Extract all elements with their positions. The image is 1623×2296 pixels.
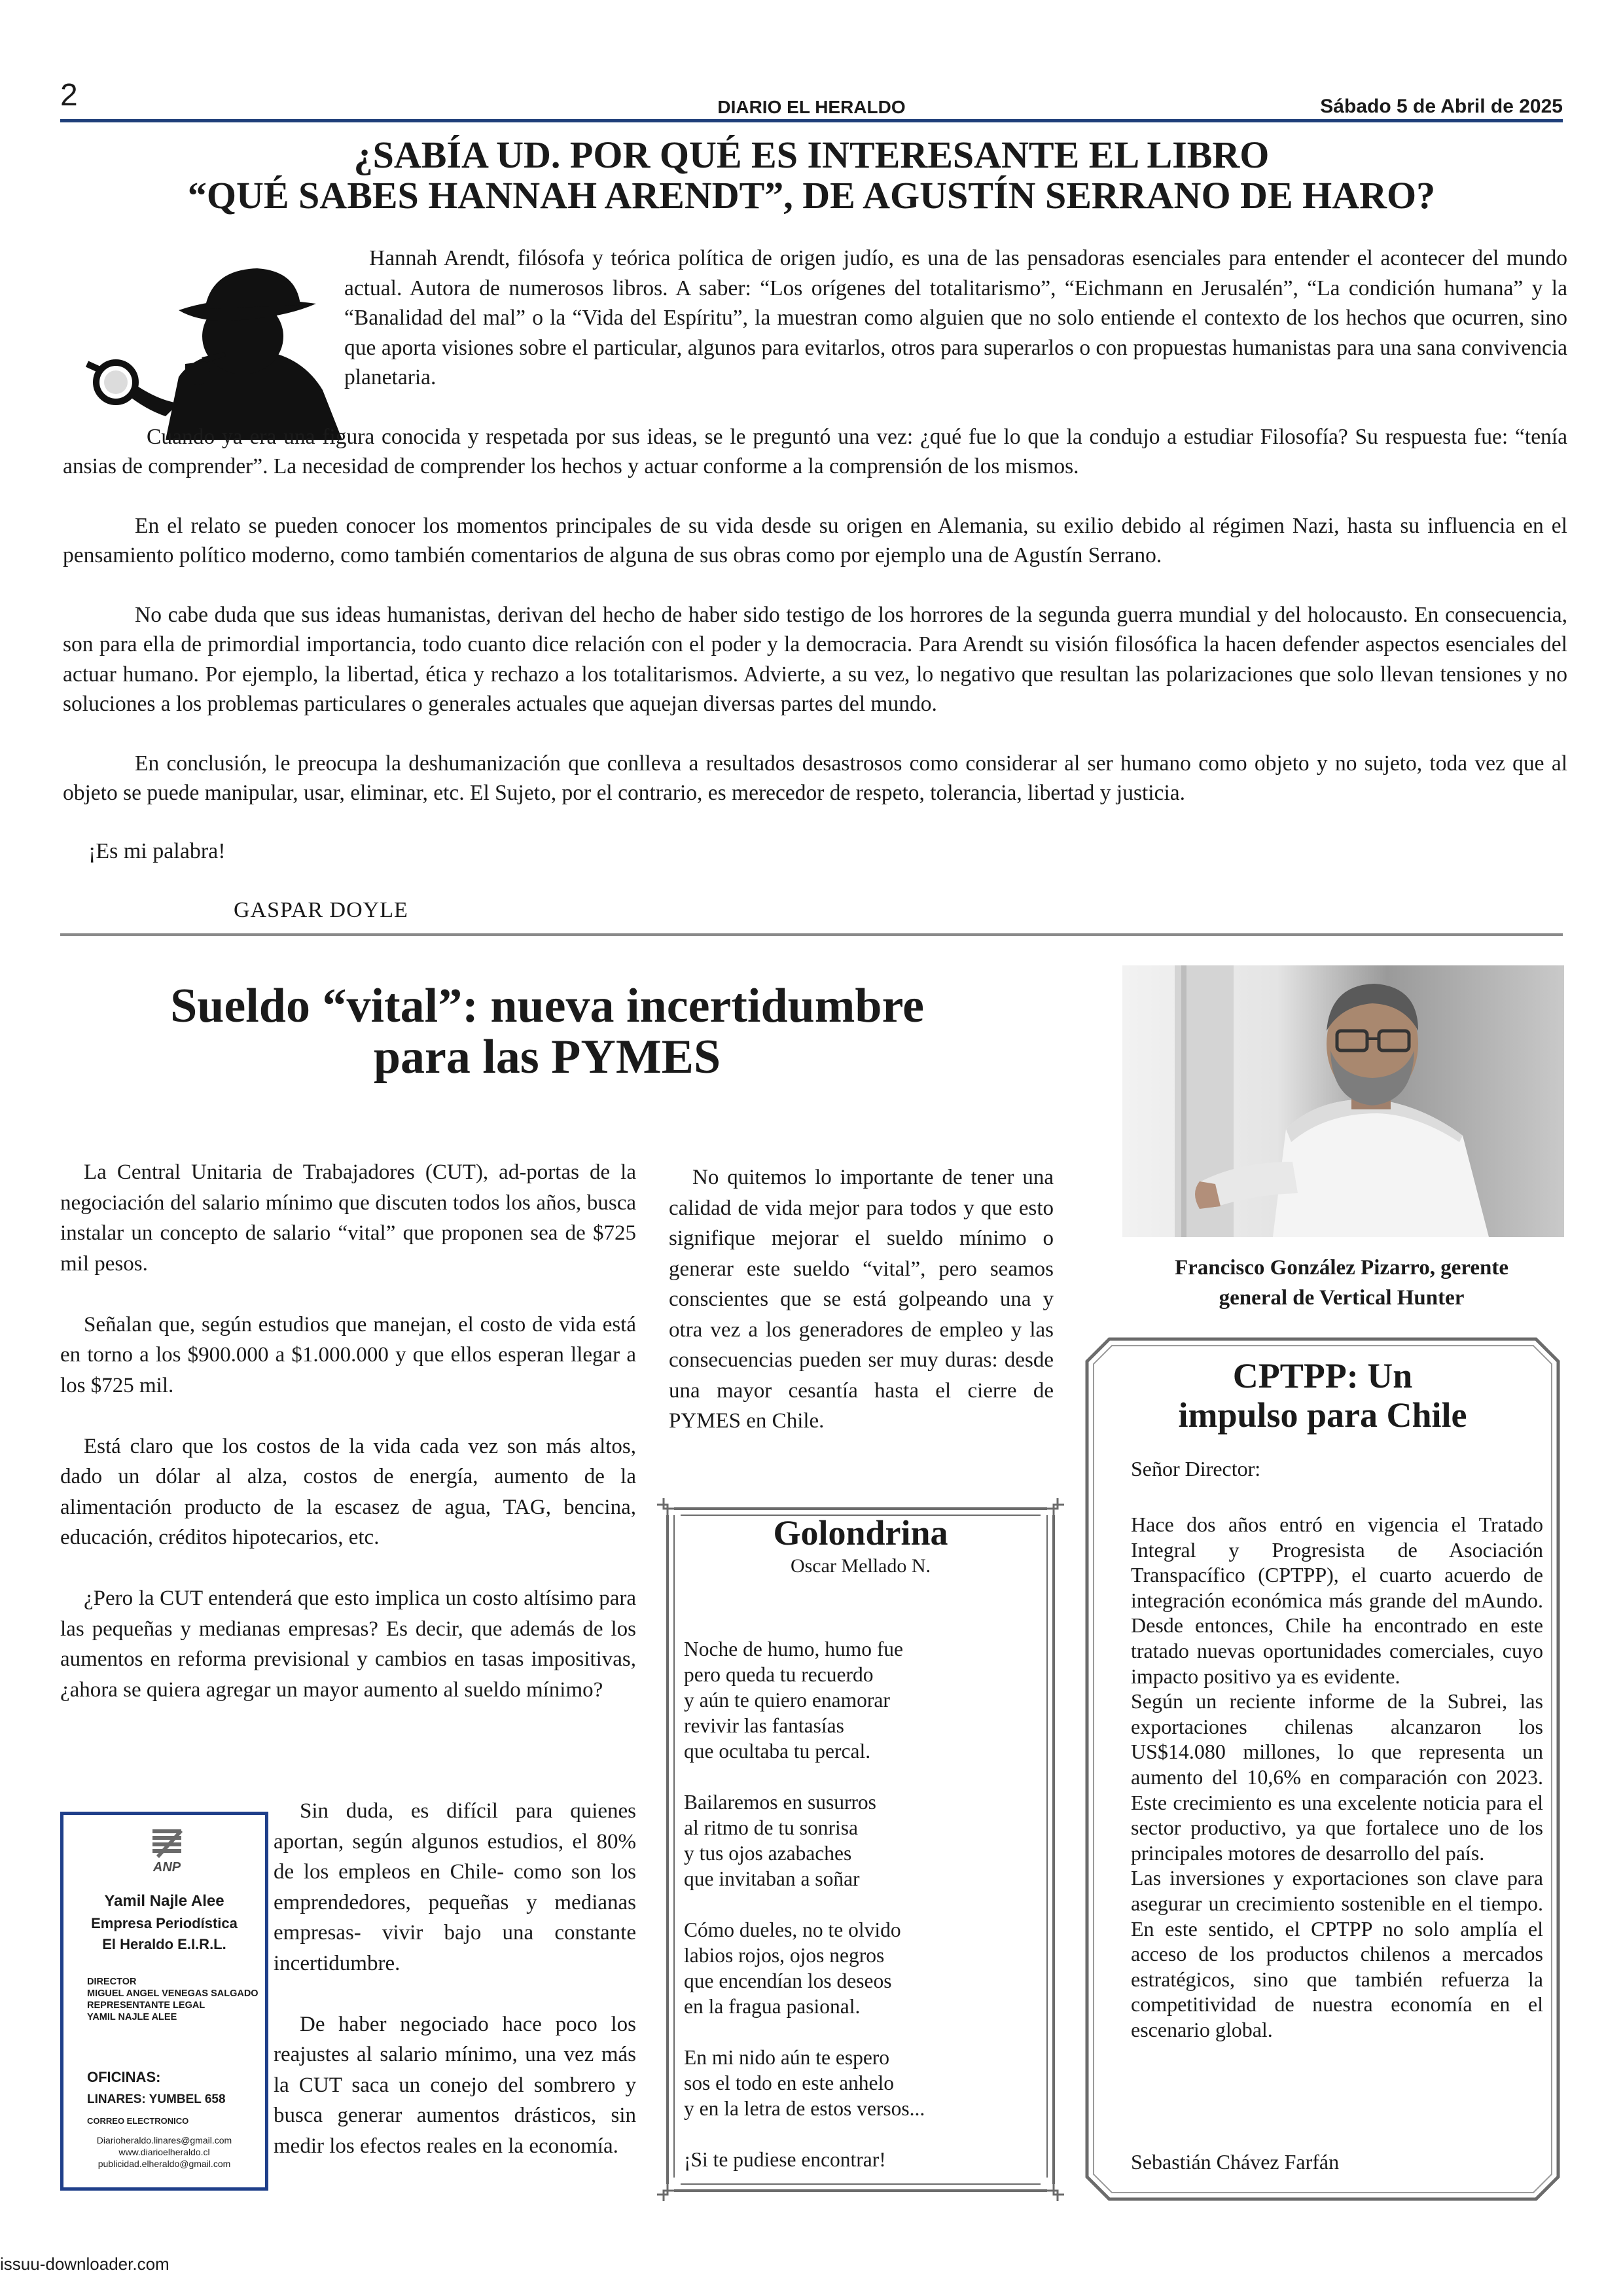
legal-rep-name: YAMIL NAJLE ALEE: [87, 2012, 177, 2022]
article2-title: [128, 980, 966, 1083]
article2-paragraph: Está claro que los costos de la vida cada vez son más altos, dado un dólar al alza, costos de energía, aumento de la alimentación producto de la escasez de agua, TAG, bencina, educación, créditos hipotecarios, etc.: [60, 1434, 636, 1549]
offices-address: LINARES: YUMBEL 658: [87, 2092, 226, 2106]
article2-title-line1: Sueldo “vital”: nueva incertidumbre: [170, 979, 924, 1033]
offices-label: OFICINAS:: [87, 2069, 161, 2085]
poem-line: Noche de humo, humo fue: [684, 1638, 904, 1660]
issue-date: Sábado 5 de Abril de 2025: [1320, 96, 1563, 117]
article1-paragraph-5: En conclusión, le preocupa la deshumanización que conlleva a resultados desastrosos como considerar al ser humano como objeto y no sujeto, toda vez que al objeto se puede manipular, usar, eliminar, etc. El Sujeto, por el contrario, es merecedor de respeto, tolerancia, libertad y justicia.: [63, 751, 1567, 805]
article1-paragraph-4: No cabe duda que sus ideas humanistas, derivan del hecho de haber sido testigo de los horrores de la segunda guerra mundial y del holocausto. En consecuencia, son para ella de primordial importancia, todo cuanto dice relación con el poder y la democracia. Para Arendt su visión filosófica la hacen defender aspectos esenciales del actuar humano. Por ejemplo, la libertad, ética y rechazo a los totalitarismos. Advierte, a su vez, lo negativo que resultan las polarizaciones que solo llevan tensiones y no soluciones a los problemas particulares o generales actuales que aquejan diversas partes del mundo.: [63, 602, 1567, 716]
email-link[interactable]: Diarioheraldo.linares@gmail.com: [96, 2135, 232, 2145]
owner-name: Yamil Najle Alee: [104, 1892, 224, 1910]
article1-paragraph-1: Hannah Arendt, filósofa y teórica política de origen judío, es una de las pensadoras esenciales para entender el acontecer del mundo actual. Autora de numerosos libros. A saber: “Los orígenes del totalitarismo”, “Eichmann en Jerusalén”, “La condición humana” y la “Banalidad del mal” o la “Vida del Espíritu”, la muestran como alguien que no solo entiende el contexto de los hechos que ocurren, sino que aporta visiones sobre el particular, algunos para evitarlos, otros para superarlos o con propuestas humanistas para una sana convivencia planetaria.: [344, 246, 1567, 389]
poem-line: en la fragua pasional.: [684, 1995, 861, 2018]
article2-paragraph: La Central Unitaria de Trabajadores (CUT), ad-portas de la negociación del salario mínimo que discuten todos los años, busca instalar un concepto de salario “vital” que proponen sea de $725 mil pesos.: [60, 1160, 636, 1276]
letter-body: [1131, 1512, 1543, 2042]
letter-paragraph: Hace dos años entró en vigencia el Tratado Integral y Progresista de Asociación Transpacífico (CPTPP), el cuarto acuerdo de integración económica más grande del mAundo. Desde entonces, Chile ha encontrado en este tratado nuevas oportunidades comerciales, cuyo impacto positivo ya es evidente.: [1131, 1513, 1543, 1688]
logo-text: ANP: [152, 1860, 181, 1874]
director-name: MIGUEL ANGEL VENEGAS SALGADO: [87, 1988, 259, 1999]
source-watermark: issuu-downloader.com: [0, 2254, 169, 2274]
poem-line: al ritmo de tu sonrisa: [684, 1816, 858, 1839]
company-name: [63, 1913, 265, 1955]
article2-paragraph: Sin duda, es difícil para quienes aportan, según algunos estudios, el 80% de los empleos en Chile- como son los emprendedores, pequeñas y medianas empresas- vivir bajo una constante incertidumbre.: [274, 1799, 636, 1975]
letter-title: [1106, 1356, 1539, 1435]
article2-column-2: [669, 1162, 1054, 1467]
page-number: 2: [60, 78, 78, 113]
poem-line: ¡Si te pudiese encontrar!: [684, 2148, 886, 2171]
legal-rep-label: REPRESENTANTE LEGAL: [87, 2000, 205, 2011]
photo-caption: [1113, 1253, 1571, 1313]
article2-paragraph: ¿Pero la CUT entenderá que esto implica un costo altísimo para las pequeñas y medianas empresas? Es decir, que además de los aumentos en reforma previsional y cambios en tasas impositivas, ¿ahora se quiera agregar un mayor aumento al sueldo mínimo?: [60, 1587, 636, 1702]
photo-caption-line1: Francisco González Pizarro, gerente: [1174, 1256, 1509, 1280]
photo-caption-line2: general de Vertical Hunter: [1219, 1286, 1465, 1310]
contact-list: [77, 2134, 252, 2170]
article1-title: [131, 135, 1492, 216]
poem-line: Bailaremos en susurros: [684, 1791, 876, 1814]
article1-body: [63, 243, 1567, 808]
poem-line: labios rojos, ojos negros: [684, 1944, 885, 1967]
letter-salutation: Señor Director:: [1131, 1457, 1261, 1480]
poem-stanza: [684, 1636, 1050, 1764]
anp-logo-icon: [134, 1827, 200, 1879]
letter-paragraph: Según un reciente informe de la Subrei, las exportaciones chilenas alcanzaron los US$14.080 millones, lo que representa un aumento del 10,6% en comparación con 2023. Este crecimiento es una excelente noticia para el sector productivo, ya que fortalece uno de los principales motores de desarrollo del país.: [1131, 1689, 1543, 1865]
company-line-2: El Heraldo E.I.R.L.: [102, 1936, 226, 1952]
poem-stanza: [684, 1917, 1050, 2019]
poem-stanza: [684, 1789, 1050, 1892]
header-rule: [60, 119, 1563, 122]
article1-author: GASPAR DOYLE: [234, 898, 408, 922]
poem-line: Cómo dueles, no te olvido: [684, 1918, 901, 1941]
poem-line: que ocultaba tu percal.: [684, 1740, 871, 1763]
poem-body: [684, 1636, 1050, 2198]
article2-column-1-continued: [274, 1796, 636, 2192]
article2-column-1: [60, 1157, 636, 1736]
letter-paragraph: Las inversiones y exportaciones son clave para asegurar un crecimiento sostenible en el tiempo. En este sentido, el CPTPP no solo amplía el acceso de los productos chilenos a mercados estratégicos, sino que también refuerza la competitividad de nuestra economía en el escenario global.: [1131, 1866, 1543, 2041]
article1-signoff: ¡Es mi palabra!: [88, 839, 226, 863]
section-divider: [60, 933, 1563, 936]
email-label: CORREO ELECTRONICO: [87, 2116, 189, 2126]
poem-author: Oscar Mellado N.: [790, 1555, 931, 1577]
poem-title: Golondrina: [773, 1513, 948, 1552]
poem-line: pero queda tu recuerdo: [684, 1663, 874, 1686]
website-link[interactable]: www.diarioelheraldo.cl: [118, 2147, 210, 2157]
poem-line: y aún te quiero enamorar: [684, 1689, 890, 1712]
article2-paragraph: No quitemos lo importante de tener una calidad de vida mejor para todos y que esto signifique mejorar el sueldo mínimo o generar este sueldo “vital”, pero seamos conscientes que se está golpeando una y otra vez a los generadores de empleo y las consecuencias pueden ser muy duras: desde una mayor cesantía hasta el cierre de PYMES en Chile.: [669, 1166, 1054, 1433]
poem-line: y en la letra de estos versos...: [684, 2097, 925, 2120]
masthead-info-box: [60, 1812, 268, 2191]
poem-line: y tus ojos azabaches: [684, 1842, 852, 1865]
portrait-photo: [1122, 965, 1564, 1237]
poem-line: revivir las fantasías: [684, 1714, 844, 1737]
poem-stanza: [684, 2147, 1050, 2172]
article1-paragraph-2: Cuando ya era una figura conocida y respetada por sus ideas, se le preguntó una vez: ¿qué fue lo que la condujo a estudiar Filosofía? Su respuesta fue: “tenía ansias de comprender”. La necesidad de comprender los hechos y actuar conforme a la comprensión de los mismos.: [63, 424, 1567, 478]
article1-title-line2: “QUÉ SABES HANNAH ARENDT”, DE AGUSTÍN SERRANO DE HARO?: [187, 174, 1436, 217]
article1-title-line1: ¿SABÍA UD. POR QUÉ ES INTERESANTE EL LIBRO: [353, 134, 1270, 176]
poem-line: sos el todo en este anhelo: [684, 2072, 895, 2094]
article2-paragraph: Señalan que, según estudios que manejan, el costo de vida está en torno a los $900.000 a $1.000.000 y que ellos esperan llegar a los $725 mil.: [60, 1312, 636, 1397]
poem-line: que encendían los deseos: [684, 1969, 892, 1992]
letter-signature: Sebastián Chávez Farfán: [1131, 2150, 1340, 2174]
newspaper-name: DIARIO EL HERALDO: [717, 97, 906, 117]
company-line-1: Empresa Periodística: [91, 1915, 238, 1931]
poem-line: En mi nido aún te espero: [684, 2046, 890, 2069]
poem-stanza: [684, 2045, 1050, 2121]
email-link[interactable]: publicidad.elheraldo@gmail.com: [98, 2159, 231, 2169]
poem-line: que invitaban a soñar: [684, 1867, 860, 1890]
letter-title-line2: impulso para Chile: [1178, 1395, 1467, 1435]
article2-paragraph: De haber negociado hace poco los reajustes al salario mínimo, una vez más la CUT saca un conejo del sombrero y busca generar aumentos drásticos, sin medir los efectos reales en la economía.: [274, 2012, 636, 2158]
article1-paragraph-3: En el relato se pueden conocer los momentos principales de su vida desde su origen en Alemania, su exilio debido al régimen Nazi, hasta su influencia en el pensamiento político moderno, como también comentarios de alguna de sus obras como por ejemplo una de Agustín Serrano.: [63, 513, 1567, 567]
article2-title-line2: para las PYMES: [373, 1030, 721, 1084]
letter-title-line1: CPTPP: Un: [1232, 1356, 1413, 1395]
director-label: DIRECTOR: [87, 1977, 137, 1987]
